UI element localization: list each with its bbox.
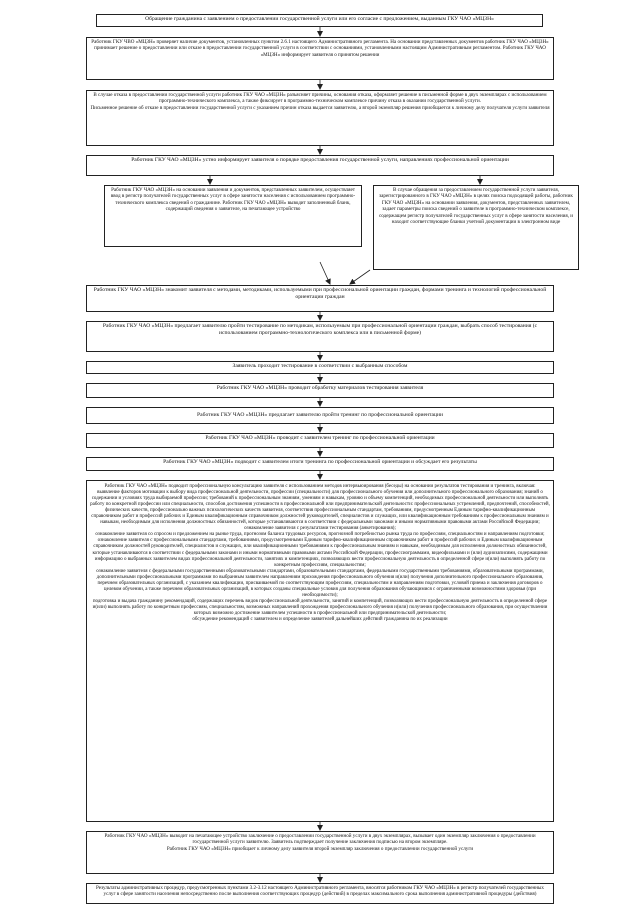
step-15-text: Результаты административных процедур, предусмотренных пунктами 3.2-3.12 настоящего Административного регламента, вносятся работником ГКУ ЧАО «МЦЗН» в регистр получателей государственных услуг в сфере занятости населения непосредственно после выполнения соответствующих процедур (действий) в пределах максимального срока выполнения административной процедуры (действия): [96, 885, 544, 898]
step-9-text: Работник ГКУ ЧАО «МЦЗН» проводит обработку материалов тестирования заявителя: [216, 385, 424, 391]
step-12-text: Работник ГКУ ЧАО «МЦЗН» подводит с заявителем итоги тренинга по профессиональной ориентации и обсуждает его результаты: [163, 459, 477, 465]
step-13-text-1: выявление факторов мотивации к выбору вида профессиональной деятельности, профессии (специальности) для профессионального обучения или дополнительного профессионального образования; знаний о содержании и условиях труда выбираемой профессии; требований к профессиональным знаниям, умениям и навыкам, уровню и объему компетенций, необходимых профессиональной деятельности или выполнять работу по конкретной профессии или специальности, способов достижения успешности в профессиональной или предпринимательской деятельности: профессиональных устремлений, предпочтений, способностей, физических качеств, профессионально важных психологических качеств заявителя, соответствия профессиональным стандартам, требованиям, предусмотренным Единым тарифно-квалификационным справочником работ и профессий рабочих и Единым квалификационным справочником должностей руководителей, специалистов и служащих, или квалификационным требованиям к профессиональным знаниям и навыкам, необходимым для исполнения должностных обязанностей, которые устанавливаются в соответствии с федеральными законами и иными нормативными правовыми актами Российской Федерации;: [90, 490, 550, 526]
step-12-results: [86, 457, 554, 471]
step-14-text-b: Работник ГКУ ЧАО «МЦЗН» приобщает к личному делу заявителя второй экземпляр заключения о предоставлении государственной услуги: [166, 845, 474, 852]
step-3-refusal: [86, 90, 554, 146]
step-9-processing: [86, 383, 554, 398]
step-10-training-offer: [86, 407, 554, 424]
step-13-text-0: Работник ГКУ ЧАО «МЦЗН» подводит профессиональную консультацию заявителя с использованием методов интервьюирования (беседы) на основании результатов тестирования и тренинга, включая:: [104, 484, 536, 489]
step-11-text: Работник ГКУ ЧАО «МЦЗН» проводит с заявителем тренинг по профессиональной ориентации: [205, 435, 435, 441]
step-7-text: Работник ГКУ ЧАО «МЦЗН» предлагает заявителю пройти тестирование по методикам, используемым при профессиональной ориентации граждан, выбрать способ тестирования (с использованием программно-технологического комплекса или в письменной форме): [102, 323, 538, 337]
step-14-conclusion: [86, 831, 554, 874]
step-5-right-text: В случае обращения за предоставлением государственной услуги заявителя, зарегистрированного в ГКУ ЧАО «МЦЗН» в целях поиска подходящей работы, работник ГКУ ЧАО «МЦЗН» на основании заявления, документов, представленных заявителем, задает параметры поиска сведений о заявителе в программно-техническом комплексе, содержащем регистр получателей государственных услуг в сфере занятости населения, и находит соответствующие бланки учетной документации в электронном виде: [378, 187, 574, 226]
step-8-text: Заявитель проходит тестирование в соответствии с выбранным способом: [232, 363, 408, 369]
step-10-text: Работник ГКУ ЧАО «МЦЗН» предлагает заявителю пройти тренинг по профессиональной ориентации: [197, 412, 443, 418]
step-13-text-3: ознакомление заявителя со спросом и предложением на рынке труда, прогнозом баланса трудовых ресурсов, прогнозной потребностью рынка труда по профессиям, специальностям и направлениям подготовки;: [95, 532, 545, 538]
step-5-left-registration: [104, 185, 362, 247]
step-2-document-check: [86, 37, 554, 80]
step-8-testing: [86, 361, 554, 374]
step-13-text-6: подготовка и выдача гражданину рекомендаций, содержащих перечень видов профессиональной деятельности, занятий и компетенций, позволяющих вести профессиональную деятельность в определенной сфере и(или) выполнять работу по конкретным профессиям, специальностям, возможных направлений прохождения профессионального обучения и(или) получения профессионального образования, при осуществлении которых возможно достижение заявителем успешности в профессиональной или предпринимательской деятельности;: [92, 598, 548, 616]
step-6-methods: [86, 285, 554, 312]
step-14-text-a: Работник ГКУ ЧАО «МЦЗН» выводит на печатающее устройство заключение о предоставлении государственной услуги в двух экземплярах, вызывает один экземпляр заключения о предоставлении государственной услуги заявителю. Заявитель подтверждает получение заключения подписью на втором экземпляре.: [104, 833, 536, 846]
step-3-text-a: В случае отказа в предоставлении государственной услуги работник ГКУ ЧАО «МЦЗН» разъясняет причины, основания отказа, оформляет решение в письменной форме в двух экземплярах с использованием программно-технического комплекса, а также фиксирует в программно-техническом комплексе причину отказа в оказании государственной услуги.: [93, 92, 547, 105]
step-5-left-text: Работник ГКУ ЧАО «МЦЗН» на основании заявления и документов, представленных заявителем, осуществляет ввод в регистр получателей государственных услуг в сфере занятости населения с использованием программно-технического комплекса сведений о гражданине. Работник ГКУ ЧАО «МЦЗН» выводит заполненный бланк, содержащий сведения о заявителе, на печатающее устройство: [110, 187, 356, 213]
step-11-training: [86, 433, 554, 448]
step-2-text: Работник ГКУ ЧВО «МЦЗН» проверяет наличие документов, установленных пунктом 2.6.1 настоящего Административного регламента. На основании представленных документов работник ГКУ ЧАО «МЦЗН» принимает решение о предоставлении или отказе в предоставлении государственной услуги в соответствии с основаниями, установленными настоящим Административным регламентом. Работник ГКУ ЧАО «МЦЗН» информирует заявителя о принятом решении: [91, 39, 549, 58]
step-1-application: [96, 14, 543, 27]
arrow-5R-6: [350, 270, 370, 284]
arrow-5L-6: [320, 262, 330, 284]
step-15-register-results: [86, 883, 554, 904]
step-6-text: Работник ГКУ ЧАО «МЦЗН» знакомит заявителя с методами, методиками, используемыми при профессиональной ориентации граждан, формами тренинга и технологий профессиональной ориентации граждан: [93, 287, 547, 301]
step-13-text-2: ознакомление заявителя с результатами тестирования (анкетирования);: [244, 526, 396, 532]
step-13-text-4: ознакомление заявителя с профессиональными стандартами, требованиями, предусмотренными Единым тарифно-квалификационным справочником работ и профессий рабочих и Единым квалификационным справочником должностей руководителей, специалистов и служащих, или квалификационными требованиями к профессиональным знаниям и навыкам, необходимым для исполнения должностных обязанностей, которые устанавливаются в соответствии с федеральными законами и иными нормативными правовыми актами Российской Федерации, профессиограммами, видеофильмами и (или) аудиозаписями, содержащими информацию о выбранных заявителем видах профессиональной деятельности, занятиях и компетенциях, позволяющих вести профессиональную деятельность в определенной сфере и(или) выполнять работу по конкретным профессиям, специальностям;: [92, 538, 548, 568]
step-13-consultation: [86, 480, 554, 822]
step-13-text-7: обсуждение рекомендаций с заявителем и определение заявителей дальнейших действий гражданина по их реализации: [192, 617, 448, 623]
step-4-text: Работник ГКУ ЧАО «МЦЗН» устно информирует заявителя о порядке предоставления государственной услуги, направлениях профессиональной ориентации: [131, 157, 509, 163]
step-13-text-5: ознакомление заявителя с федеральными государственными образовательными стандартами, образовательными стандартами, федеральными государственными требованиями, образовательными программами, дополнительными профессиональными программами по выбранным заявителем направлениям прохождения профессионального обучения и(или) получения дополнительного профессионального образования, перечнем образовательных организаций, с указанием квалификации, присваиваемой по соответствующим профессиям, специальностям и направлениям подготовки, условий приема и заключения договоров о целевом обучении, а также перечнем образовательных организаций, в которых созданы специальные условия для получения образования обучающимися с ограниченными возможностями здоровья (при необходимости);: [96, 568, 544, 598]
step-7-testing-offer: [86, 321, 554, 352]
step-3-text-b: Письменное решение об отказе в предоставлении государственной услуги с указанием причин отказа выдается заявителю, а второй экземпляр решения приобщается к личному делу получателя услуги заявителя: [90, 104, 550, 111]
step-5-right-search: [373, 185, 579, 270]
step-1-text: Обращение гражданина с заявлением о предоставлении государственной услуги или его согласие с предложением, выданным ГКУ ЧАО «МЦЗН»: [145, 16, 494, 22]
step-4-inform: [86, 155, 554, 176]
